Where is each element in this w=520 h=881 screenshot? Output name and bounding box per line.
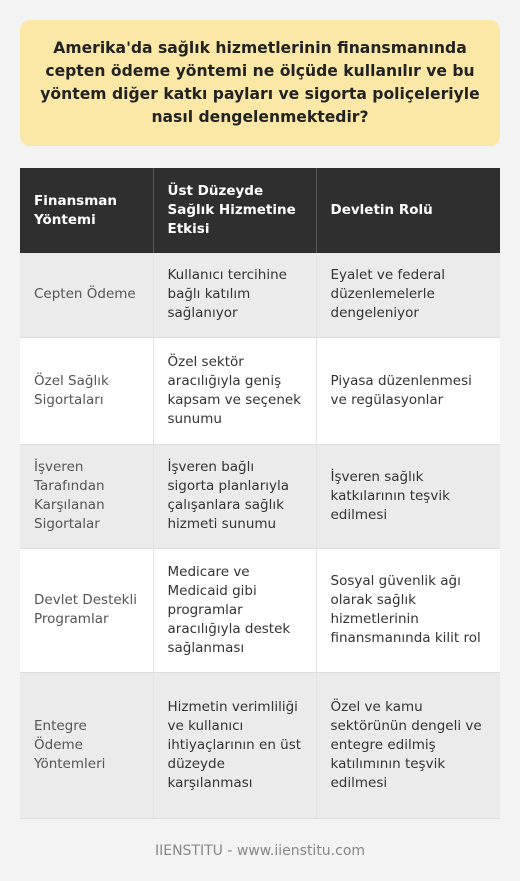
- header-government-role: Devletin Rolü: [316, 168, 500, 253]
- cell-method: Özel Sağlık Sigortaları: [20, 337, 153, 444]
- cell-role: Özel ve kamu sektörünün dengeli ve entegre edilmiş katılımının teşvik edilmesi: [316, 672, 500, 818]
- table-row: [20, 548, 500, 672]
- cell-impact: Medicare ve Medicaid gibi programlar aracılığıyla destek sağlanması: [153, 548, 316, 672]
- table-row: [20, 253, 500, 337]
- cell-impact: Hizmetin verimliliği ve kullanıcı ihtiyaçlarının en üst düzeyde karşılanması: [153, 672, 316, 818]
- cell-role: Eyalet ve federal düzenlemelerle dengeleniyor: [316, 253, 500, 337]
- page-title: Amerika'da sağlık hizmetlerinin finansmanında cepten ödeme yöntemi ne ölçüde kullanılır ve bu yöntem diğer katkı payları ve sigorta poliçeleriyle nasıl dengelenmektedir?: [40, 39, 480, 126]
- cell-method: İşveren Tarafından Karşılanan Sigortalar: [20, 444, 153, 548]
- header-financing-method: Finansman Yöntemi: [20, 168, 153, 253]
- table-header-row: [20, 168, 500, 253]
- cell-method: Entegre Ödeme Yöntemleri: [20, 672, 153, 818]
- header-impact: Üst Düzeyde Sağlık Hizmetine Etkisi: [153, 168, 316, 253]
- cell-role: İşveren sağlık katkılarının teşvik edilmesi: [316, 444, 500, 548]
- cell-impact: Özel sektör aracılığıyla geniş kapsam ve seçenek sunumu: [153, 337, 316, 444]
- financing-table: [20, 168, 500, 819]
- cell-method: Cepten Ödeme: [20, 253, 153, 337]
- cell-impact: İşveren bağlı sigorta planlarıyla çalışanlara sağlık hizmeti sunumu: [153, 444, 316, 548]
- cell-impact: Kullanıcı tercihine bağlı katılım sağlanıyor: [153, 253, 316, 337]
- table-row: [20, 337, 500, 444]
- table-row: [20, 672, 500, 818]
- table-row: [20, 444, 500, 548]
- footer-source: IIENSTITU - www.iienstitu.com: [154, 843, 366, 859]
- cell-role: Piyasa düzenlenmesi ve regülasyonlar: [316, 337, 500, 444]
- cell-method: Devlet Destekli Programlar: [20, 548, 153, 672]
- title-banner: [20, 20, 500, 146]
- cell-role: Sosyal güvenlik ağı olarak sağlık hizmetlerinin finansmanında kilit rol: [316, 548, 500, 672]
